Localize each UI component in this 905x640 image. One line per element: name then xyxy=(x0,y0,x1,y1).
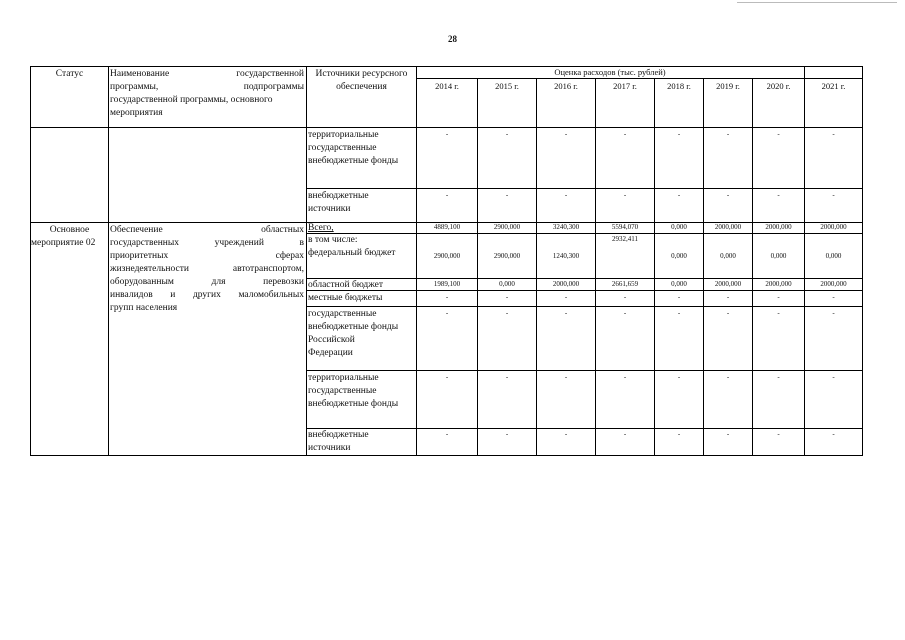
page-number: 28 xyxy=(448,34,457,44)
header-estimate: Оценка расходов (тыс. рублей) xyxy=(554,67,666,77)
header-status: Статус xyxy=(55,69,84,79)
year-2018: 2018 г. xyxy=(667,81,691,91)
year-2016: 2016 г. xyxy=(554,81,578,91)
year-2019: 2019 г. xyxy=(716,81,740,91)
year-2014: 2014 г. xyxy=(435,81,459,91)
year-2017: 2017 г. xyxy=(613,81,637,91)
top-edge-line xyxy=(737,2,897,3)
year-2020: 2020 г. xyxy=(766,81,791,91)
year-2015: 2015 г. xyxy=(495,81,519,91)
year-2021: 2021 г. xyxy=(821,81,846,91)
